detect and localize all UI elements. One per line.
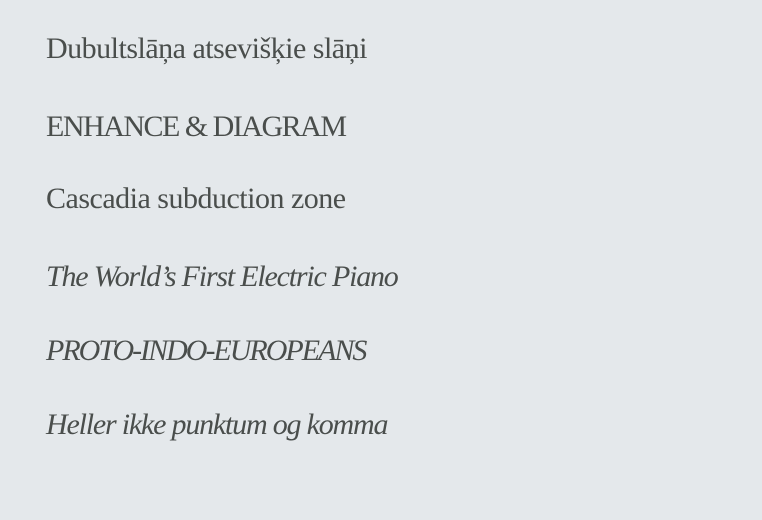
specimen-line-cascadia: Cascadia subduction zone [46, 182, 346, 215]
specimen-line-italic-piano: The World’s First Electric Piano [46, 260, 398, 293]
specimen-line-uppercase: ENHANCE & DIAGRAM [46, 110, 346, 143]
specimen-line-italic-norwegian: Heller ikke punktum og komma [46, 408, 388, 441]
specimen-line-latvian: Dubultslāņa atsevišķie slāņi [46, 32, 367, 65]
specimen-line-italic-uppercase: PROTO-INDO-EUROPEANS [46, 334, 366, 367]
